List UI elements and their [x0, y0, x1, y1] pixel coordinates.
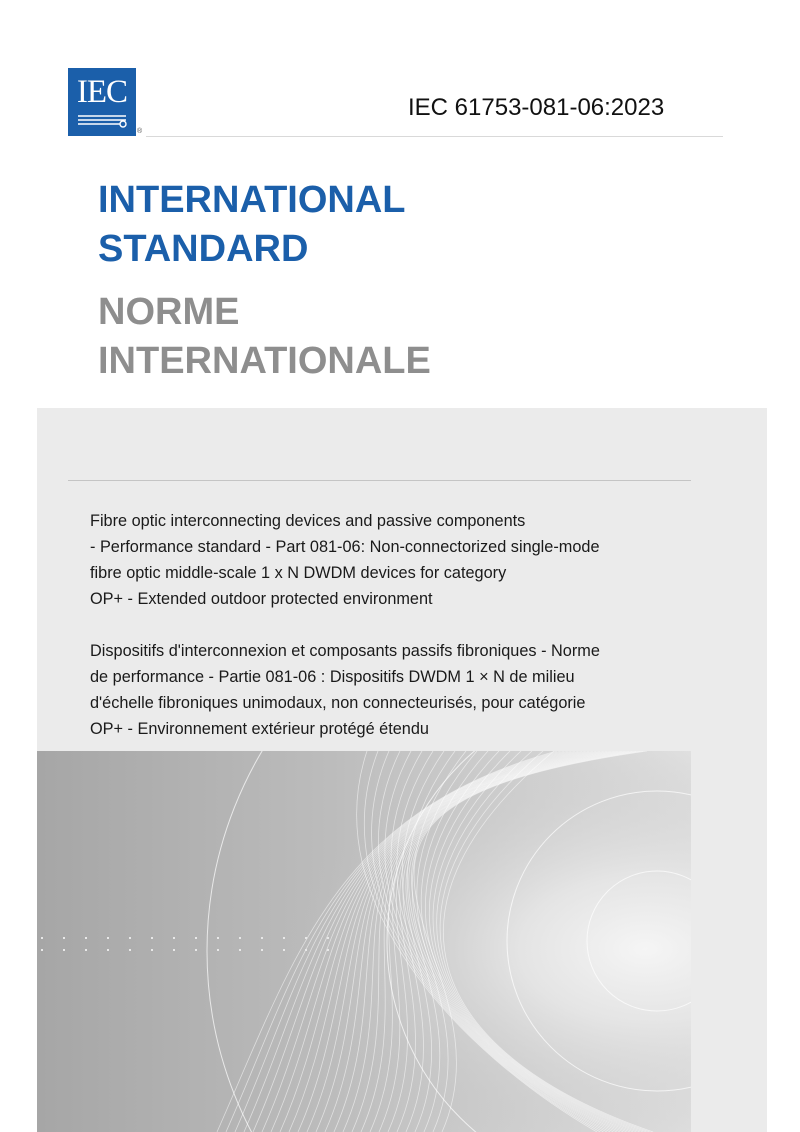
logo-lines-icon	[76, 114, 128, 128]
registered-mark: ®	[137, 128, 143, 135]
logo-text: IEC	[76, 74, 128, 110]
header-divider	[146, 136, 723, 137]
title-english	[98, 176, 406, 274]
desc-en-line: fibre optic middle-scale 1 x N DWDM devices for category	[90, 564, 507, 582]
title-en-line2: STANDARD	[98, 228, 309, 270]
cover-artwork	[37, 751, 691, 1132]
title-french	[98, 288, 431, 386]
desc-fr-line: OP+ - Environnement extérieur protégé étendu	[90, 720, 429, 738]
desc-fr-line: Dispositifs d'interconnexion et composants passifs fibroniques - Norme	[90, 642, 600, 660]
title-fr-line1: NORME	[98, 291, 240, 333]
desc-en-line: - Performance standard - Part 081-06: Non-connectorized single-mode	[90, 538, 600, 556]
fibre-pattern-image	[37, 751, 691, 1132]
description-english	[90, 508, 650, 612]
description-french	[90, 638, 650, 742]
desc-en-line: Fibre optic interconnecting devices and passive components	[90, 512, 526, 530]
iec-logo	[68, 68, 136, 136]
desc-en-line: OP+ - Extended outdoor protected environment	[90, 590, 433, 608]
panel-divider	[68, 480, 691, 481]
title-fr-line2: INTERNATIONALE	[98, 340, 431, 382]
standard-number: IEC 61753-081-06:2023	[408, 94, 665, 121]
title-en-line1: INTERNATIONAL	[98, 179, 406, 221]
desc-fr-line: de performance - Partie 081-06 : Dispositifs DWDM 1 × N de milieu	[90, 668, 575, 686]
desc-fr-line: d'échelle fibroniques unimodaux, non connecteurisés, pour catégorie	[90, 694, 586, 712]
